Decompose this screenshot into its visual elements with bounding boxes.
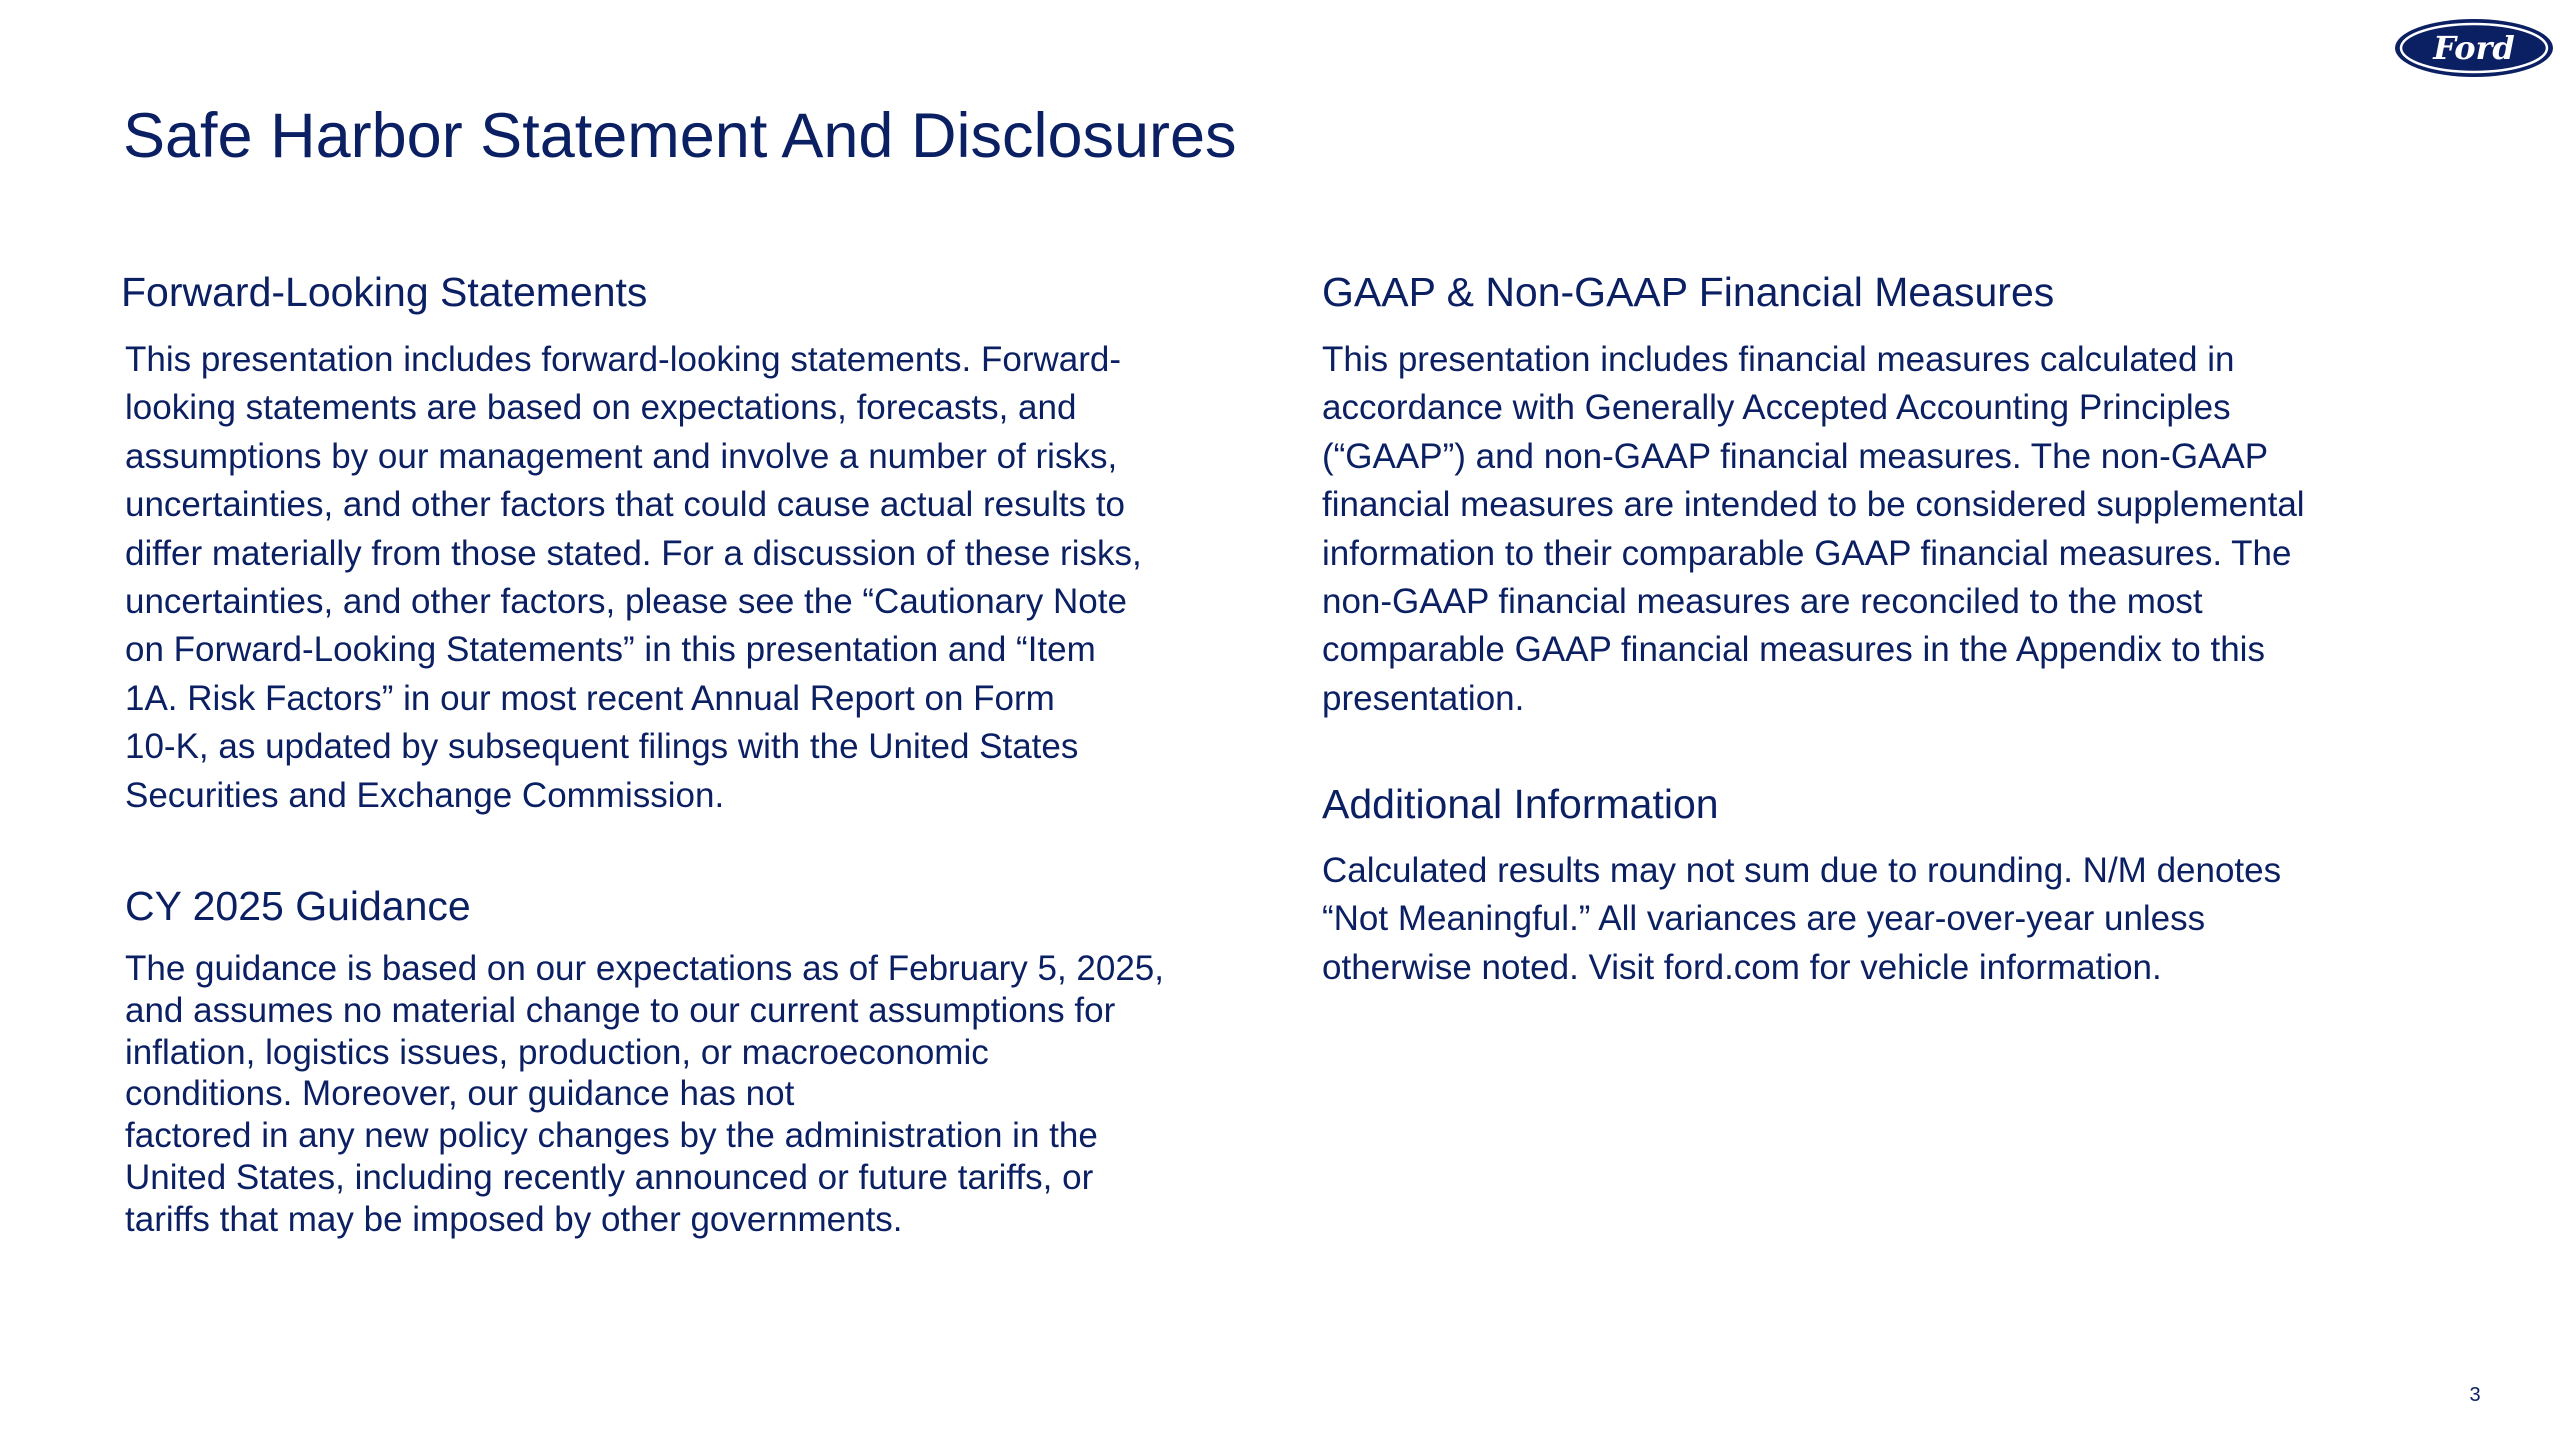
additional-info-heading: Additional Information [1322, 781, 1719, 827]
body-line: Calculated results may not sum due to rounding. N/M denotes [1322, 851, 2282, 890]
forward-looking-heading: Forward-Looking Statements [121, 269, 648, 315]
body-line: differ materially from those stated. For a discussion of these risks, [125, 533, 1142, 573]
body-line: uncertainties, and other factors that could cause actual results to [125, 485, 1126, 525]
body-line: This presentation includes financial measures calculated in [1322, 340, 2235, 379]
body-line: The guidance is based on our expectations as of February 5, 2025, [125, 949, 1164, 988]
body-line: United States, including recently announced or future tariffs, or [125, 1157, 1094, 1197]
body-line: inflation, logistics issues, production, or macroeconomic [125, 1032, 989, 1072]
body-line: presentation. [1322, 678, 1525, 718]
ford-logo-text: Ford [2433, 29, 2515, 67]
body-line: otherwise noted. Visit ford.com for vehicle information. [1322, 947, 2162, 987]
body-line: information to their comparable GAAP financial measures. The [1322, 533, 2292, 573]
body-line: Securities and Exchange Commission. [125, 775, 725, 815]
body-line: financial measures are intended to be considered supplemental [1322, 485, 2305, 525]
body-line: tariffs that may be imposed by other governments. [125, 1199, 903, 1239]
guidance-heading: CY 2025 Guidance [125, 883, 471, 929]
page-number: 3 [2469, 1384, 2481, 1406]
gaap-body [1322, 336, 2305, 723]
body-line: accordance with Generally Accepted Accounting Principles [1322, 388, 2231, 428]
body-line: 10-K, as updated by subsequent filings with the United States [125, 727, 1079, 767]
body-line: factored in any new policy changes by the administration in the [125, 1116, 1098, 1156]
body-line: This presentation includes forward-looking statements. Forward- [125, 340, 1121, 379]
body-line: (“GAAP”) and non-GAAP financial measures. The non-GAAP [1322, 436, 2269, 476]
body-line: 1A. Risk Factors” in our most recent Annual Report on Form [125, 678, 1055, 718]
page-title: Safe Harbor Statement And Disclosures [123, 101, 1237, 171]
body-line: assumptions by our management and involve a number of risks, [125, 436, 1118, 476]
gaap-heading: GAAP & Non-GAAP Financial Measures [1322, 269, 2055, 315]
body-line: non-GAAP financial measures are reconciled to the most [1322, 582, 2203, 622]
body-line: and assumes no material change to our current assumptions for [125, 990, 1116, 1030]
body-line: on Forward-Looking Statements” in this presentation and “Item [125, 630, 1096, 670]
ford-oval-logo-icon [2393, 17, 2555, 79]
body-line: conditions. Moreover, our guidance has not [125, 1074, 795, 1114]
additional-info-body [1322, 847, 2281, 992]
body-line: “Not Meaningful.” All variances are year-over-year unless [1322, 899, 2206, 939]
guidance-body [125, 948, 1164, 1241]
body-line: uncertainties, and other factors, please see the “Cautionary Note [125, 582, 1127, 622]
body-line: looking statements are based on expectations, forecasts, and [125, 388, 1077, 428]
forward-looking-body [125, 336, 1142, 820]
body-line: comparable GAAP financial measures in the Appendix to this [1322, 630, 2265, 670]
